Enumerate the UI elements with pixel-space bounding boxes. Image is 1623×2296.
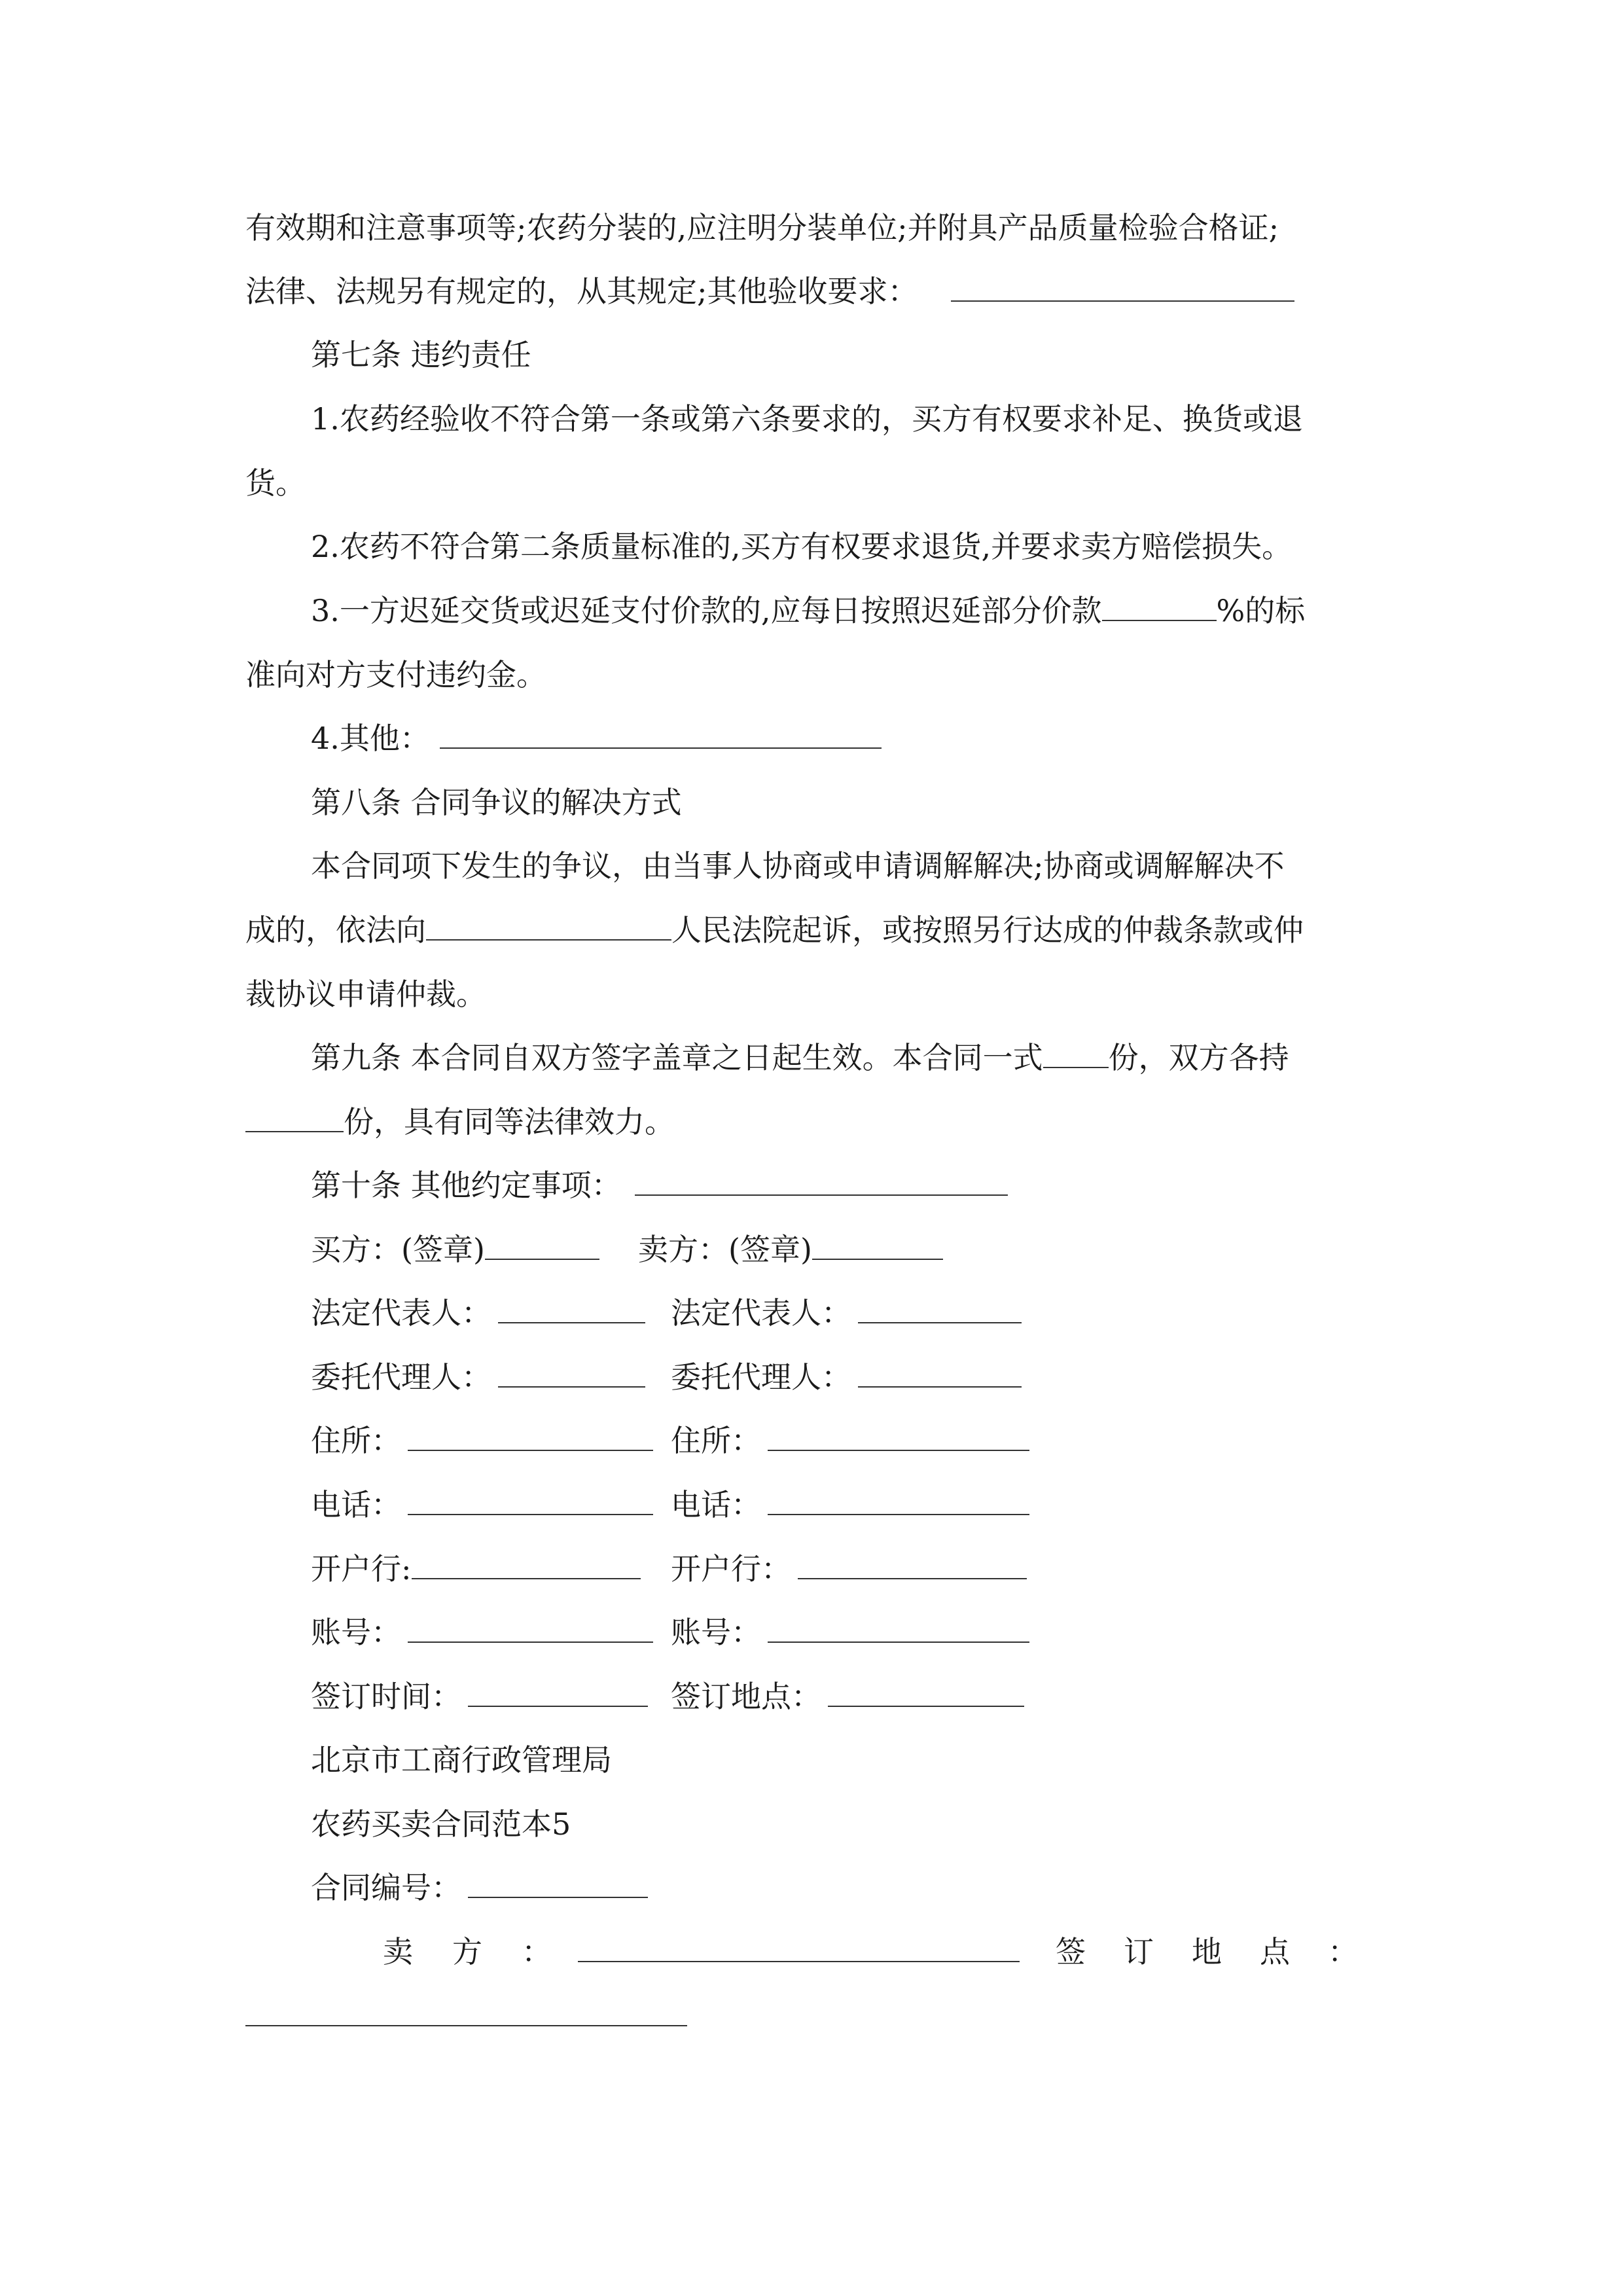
fill-blank [1043, 1038, 1109, 1068]
line-text: 3.一方迟延交货或迟延支付价款的,应每日按照迟延部分价款 [311, 593, 1102, 628]
paragraph-line [311, 591, 1305, 630]
field-label: 账号： [311, 1615, 401, 1650]
seller-place-row [383, 1932, 1358, 1971]
seller-char: 卖 [383, 1934, 413, 1969]
continuation-row [245, 1996, 687, 2036]
signature-row [671, 1421, 1029, 1460]
field-label: 住所： [671, 1423, 761, 1458]
fill-blank [498, 1357, 645, 1388]
field-label: 账号： [671, 1615, 761, 1650]
paragraph-line: 有效期和注意事项等;农药分装的,应注明分装单位;并附具产品质量检验合格证; [245, 210, 1279, 245]
fill-blank [245, 1996, 687, 2026]
fill-blank [798, 1549, 1027, 1579]
fill-blank [768, 1421, 1029, 1451]
signature-row [311, 1677, 648, 1716]
field-label: 法定代表人： [671, 1295, 851, 1331]
fill-blank [951, 272, 1294, 302]
field-label: 开户行： [671, 1551, 791, 1587]
signature-row [311, 1613, 653, 1652]
place-char: ： [1328, 1934, 1358, 1969]
field-label: 电话： [311, 1487, 401, 1522]
fill-blank [412, 1549, 641, 1579]
fill-blank [578, 1932, 1020, 1962]
fill-blank [408, 1485, 653, 1515]
signature-row [311, 1357, 645, 1397]
fill-blank [440, 719, 882, 749]
paragraph-line [311, 1166, 1008, 1205]
signature-row [671, 1485, 1029, 1524]
fill-blank [245, 1102, 344, 1132]
signature-row [311, 1421, 653, 1460]
fill-blank [858, 1357, 1022, 1388]
fill-blank [812, 1230, 943, 1260]
signature-row [311, 1549, 641, 1588]
paragraph-line: 裁协议申请仲裁。 [245, 977, 486, 1012]
paragraph-line: 准向对方支付违约金。 [245, 657, 546, 692]
fill-blank [498, 1293, 645, 1323]
seller-char: ： [522, 1934, 552, 1969]
field-label: 住所： [311, 1423, 401, 1458]
contract-title: 农药买卖合同范本5 [311, 1806, 571, 1842]
line-text: 成的，依法向 [245, 912, 426, 948]
line-text: 人民法院起诉，或按照另行达成的仲裁条款或仲 [671, 912, 1304, 948]
paragraph-line: 本合同项下发生的争议，由当事人协商或申请调解解决;协商或调解解决不 [311, 848, 1285, 884]
article-heading: 第七条 违约责任 [311, 337, 531, 372]
fill-blank [768, 1613, 1029, 1643]
buyer-label: 买方：(签章) [311, 1232, 485, 1267]
line-text: 份，双方各持 [1108, 1040, 1289, 1075]
paragraph-line [245, 272, 1294, 311]
paragraph-line: 1.农药经验收不符合第一条或第六条要求的，买方有权要求补足、换货或退 [311, 401, 1303, 437]
signature-row [671, 1293, 1022, 1333]
signature-row [311, 1230, 599, 1269]
place-char: 点 [1260, 1934, 1290, 1969]
fill-blank [635, 1166, 1008, 1196]
fill-blank [468, 1677, 648, 1707]
field-label: 委托代理人： [311, 1359, 491, 1395]
line-text: %的标 [1216, 593, 1306, 628]
signature-row [671, 1357, 1022, 1397]
fill-blank [1102, 591, 1217, 621]
place-char: 签 [1056, 1934, 1086, 1969]
fill-blank [408, 1421, 653, 1451]
paragraph-line: 2.农药不符合第二条质量标准的,买方有权要求退货,并要求卖方赔偿损失。 [311, 529, 1293, 564]
fill-blank [485, 1230, 599, 1260]
fill-blank [768, 1485, 1029, 1515]
fill-blank [828, 1677, 1024, 1707]
fill-blank [858, 1293, 1022, 1323]
paragraph-line [311, 1038, 1289, 1077]
paragraph-line [311, 719, 882, 758]
line-text: 第十条 其他约定事项： [311, 1168, 622, 1203]
line-text: 4.其他： [311, 721, 430, 756]
field-label: 电话： [671, 1487, 761, 1522]
paragraph-line [245, 910, 1304, 950]
place-char: 地 [1192, 1934, 1222, 1969]
paragraph-line: 货。 [245, 465, 306, 501]
place-char: 订 [1124, 1934, 1154, 1969]
field-label: 委托代理人： [671, 1359, 851, 1395]
signature-row [671, 1549, 1027, 1588]
fill-blank [408, 1613, 653, 1643]
field-label: 法定代表人： [311, 1295, 491, 1331]
contract-number-row [311, 1868, 648, 1907]
line-text: 法律、法规另有规定的，从其规定;其他验收要求： [245, 274, 918, 309]
field-label: 合同编号： [311, 1870, 461, 1905]
line-text: 份，具有同等法律效力。 [344, 1104, 675, 1139]
fill-blank [426, 910, 671, 941]
signature-row [671, 1613, 1029, 1652]
issuer-line: 北京市工商行政管理局 [311, 1742, 612, 1778]
seller-label: 卖方：(签章) [638, 1232, 812, 1267]
seller-char: 方 [452, 1934, 482, 1969]
field-label: 签订时间： [311, 1679, 461, 1714]
line-text: 第九条 本合同自双方签字盖章之日起生效。本合同一式 [311, 1040, 1043, 1075]
paragraph-line [245, 1102, 675, 1141]
signature-row [311, 1485, 653, 1524]
signature-row [638, 1230, 943, 1269]
signature-row [311, 1293, 645, 1333]
fill-blank [468, 1868, 648, 1898]
field-label: 签订地点： [671, 1679, 821, 1714]
signature-row [671, 1677, 1024, 1716]
field-label: 开户行: [311, 1551, 412, 1587]
article-heading: 第八条 合同争议的解决方式 [311, 785, 682, 820]
